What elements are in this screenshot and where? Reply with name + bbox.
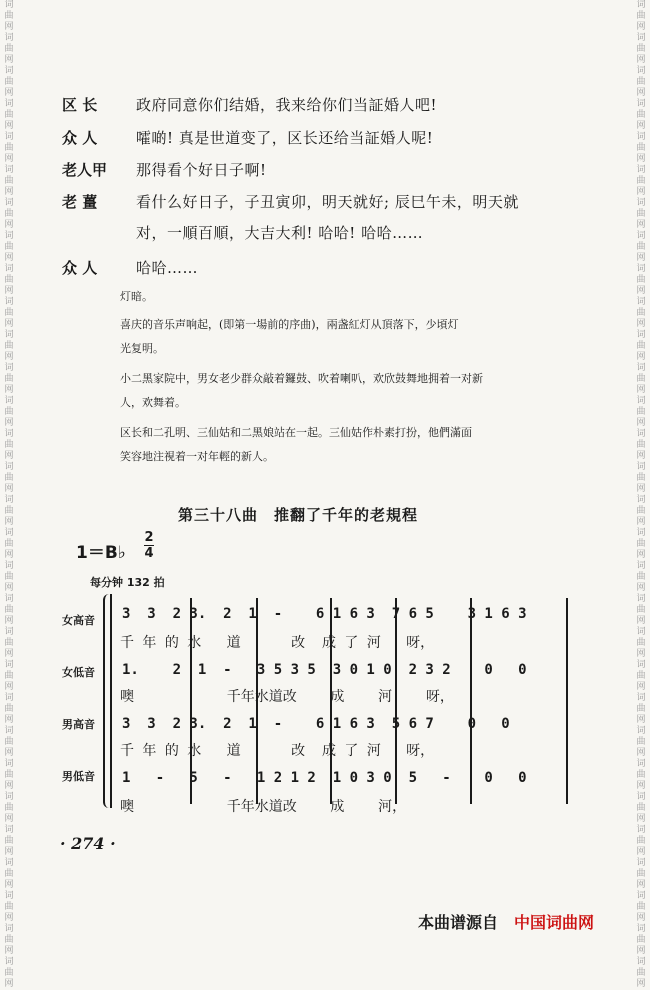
part-label: 女低音: [62, 666, 95, 679]
watermark-glyph: 曲: [4, 176, 14, 186]
watermark-glyph: 词: [636, 528, 646, 538]
time-signature-top: 2: [144, 530, 154, 545]
watermark-glyph: 曲: [636, 440, 646, 450]
watermark-glyph: 词: [4, 528, 14, 538]
watermark-glyph: 词: [4, 462, 14, 472]
watermark-glyph: 网: [636, 286, 646, 296]
watermark-glyph: 曲: [4, 836, 14, 846]
time-signature-bottom: 4: [144, 546, 154, 561]
watermark-glyph: 词: [4, 627, 14, 637]
watermark-glyph: 网: [4, 550, 14, 560]
page-number: · 274 ·: [60, 834, 116, 853]
watermark-glyph: 网: [636, 451, 646, 461]
watermark-glyph: 曲: [4, 374, 14, 384]
time-signature: [144, 531, 154, 560]
watermark-glyph: 词: [4, 132, 14, 142]
watermark-glyph: 曲: [636, 11, 646, 21]
watermark-glyph: 词: [4, 297, 14, 307]
watermark-glyph: 网: [4, 979, 14, 989]
watermark-glyph: 曲: [636, 110, 646, 120]
watermark-glyph: 网: [636, 517, 646, 527]
watermark-glyph: 词: [636, 759, 646, 769]
watermark-glyph: 曲: [4, 671, 14, 681]
watermark-glyph: 网: [4, 748, 14, 758]
watermark-glyph: 词: [4, 264, 14, 274]
watermark-glyph: 词: [4, 792, 14, 802]
source-brand-link[interactable]: 中国词曲网: [514, 913, 595, 932]
watermark-glyph: 曲: [636, 242, 646, 252]
part-label: 男低音: [62, 770, 95, 783]
watermark-glyph: 词: [636, 660, 646, 670]
watermark-glyph: 曲: [636, 209, 646, 219]
watermark-glyph: 网: [636, 583, 646, 593]
watermark-glyph: 曲: [636, 902, 646, 912]
watermark-glyph: 曲: [4, 605, 14, 615]
notation-line: 3 3 2 3. 2 1 - 6 1 6 3 7 6 5 3 1 6 3: [122, 606, 527, 622]
watermark-glyph: 网: [636, 946, 646, 956]
stage-direction-line: 区长和二孔明、三仙姑和二黑娘站在一起。三仙姑作朴素打扮，他們滿面: [120, 426, 472, 439]
watermark-glyph: 曲: [636, 539, 646, 549]
watermark-glyph: 网: [4, 187, 14, 197]
watermark-glyph: 词: [636, 396, 646, 406]
watermark-glyph: 曲: [4, 770, 14, 780]
watermark-glyph: 词: [636, 561, 646, 571]
watermark-glyph: 曲: [636, 341, 646, 351]
watermark-glyph: 词: [4, 825, 14, 835]
watermark-glyph: 曲: [636, 803, 646, 813]
watermark-glyph: 网: [4, 814, 14, 824]
lyric-line: 噢 千年水道改 成 河 呀，: [120, 689, 454, 705]
notation-line: 1 - 5 - 1 2 1 2 1 0 3 0 5 - 0 0: [122, 770, 527, 786]
watermark-glyph: 曲: [636, 605, 646, 615]
system-brace: [103, 594, 111, 808]
watermark-glyph: 词: [636, 264, 646, 274]
part-label: 男高音: [62, 718, 95, 731]
watermark-glyph: 网: [4, 55, 14, 65]
watermark-glyph: 曲: [4, 935, 14, 945]
watermark-glyph: 词: [4, 165, 14, 175]
watermark-glyph: 曲: [4, 341, 14, 351]
watermark-glyph: 曲: [4, 473, 14, 483]
watermark-glyph: 网: [636, 154, 646, 164]
watermark-glyph: 词: [636, 891, 646, 901]
watermark-glyph: 词: [4, 495, 14, 505]
watermark-glyph: 曲: [4, 44, 14, 54]
watermark-glyph: 词: [636, 495, 646, 505]
lyric-line: 噢 千年水道改 成 河，: [120, 799, 407, 815]
watermark-glyph: 网: [636, 88, 646, 98]
speaker-label: 老人甲: [62, 161, 108, 179]
watermark-glyph: 词: [4, 429, 14, 439]
watermark-glyph: 词: [636, 825, 646, 835]
watermark-glyph: 曲: [4, 11, 14, 21]
watermark-glyph: 网: [636, 352, 646, 362]
lyric-line: 千 年 的 水 道 改 成 了 河 呀，: [120, 743, 435, 759]
watermark-glyph: 词: [636, 858, 646, 868]
watermark-glyph: 词: [4, 396, 14, 406]
watermark-glyph: 词: [4, 891, 14, 901]
watermark-glyph: 网: [4, 385, 14, 395]
notation-line: 3 3 2 3. 2 1 - 6 1 6 3 5 6 7 0 0: [122, 716, 510, 732]
watermark-glyph: 曲: [4, 902, 14, 912]
watermark-glyph: 词: [4, 198, 14, 208]
watermark-glyph: 词: [636, 33, 646, 43]
watermark-glyph: 网: [636, 814, 646, 824]
watermark-glyph: 曲: [4, 110, 14, 120]
watermark-glyph: 词: [636, 0, 646, 10]
key-signature: 1＝B♭: [76, 543, 126, 563]
watermark-glyph: 词: [4, 33, 14, 43]
watermark-glyph: 曲: [636, 638, 646, 648]
left-edge-watermark: [2, 0, 16, 989]
watermark-glyph: 曲: [636, 77, 646, 87]
watermark-glyph: 曲: [636, 836, 646, 846]
watermark-glyph: 词: [636, 627, 646, 637]
watermark-glyph: 词: [4, 594, 14, 604]
watermark-glyph: 词: [636, 198, 646, 208]
watermark-glyph: 曲: [4, 407, 14, 417]
watermark-glyph: 网: [4, 451, 14, 461]
watermark-glyph: 曲: [4, 77, 14, 87]
stage-direction-line: 笑容地注視着一对年輕的新人。: [120, 450, 274, 463]
lyric-line: 千 年 的 水 道 改 成 了 河 呀，: [120, 635, 435, 651]
watermark-glyph: 词: [4, 924, 14, 934]
speaker-label: 老 薑: [62, 193, 98, 211]
dialogue-line: 那得看个好日子啊!: [136, 161, 267, 179]
watermark-glyph: 曲: [636, 176, 646, 186]
watermark-glyph: 曲: [4, 803, 14, 813]
watermark-glyph: 网: [4, 121, 14, 131]
watermark-glyph: 曲: [4, 638, 14, 648]
watermark-glyph: 词: [636, 462, 646, 472]
speaker-label: 区 长: [62, 96, 98, 114]
watermark-glyph: 网: [4, 253, 14, 263]
watermark-glyph: 曲: [636, 968, 646, 978]
watermark-glyph: 曲: [4, 308, 14, 318]
watermark-glyph: 词: [4, 330, 14, 340]
watermark-glyph: 网: [636, 748, 646, 758]
watermark-glyph: 词: [4, 0, 14, 10]
watermark-glyph: 网: [636, 418, 646, 428]
dialogue-line: 对，一順百順，大吉大利! 哈哈! 哈哈……: [136, 224, 424, 242]
watermark-glyph: 曲: [636, 275, 646, 285]
watermark-glyph: 词: [636, 66, 646, 76]
watermark-glyph: 网: [4, 319, 14, 329]
watermark-glyph: 词: [636, 594, 646, 604]
watermark-glyph: 曲: [4, 869, 14, 879]
watermark-glyph: 曲: [636, 308, 646, 318]
stage-direction-line: 灯暗。: [120, 290, 153, 303]
dialogue-line: 嚯啲! 真是世道变了，区长还给当証婚人呢!: [136, 129, 434, 147]
watermark-glyph: 词: [4, 759, 14, 769]
watermark-glyph: 网: [4, 847, 14, 857]
watermark-glyph: 词: [636, 792, 646, 802]
watermark-glyph: 曲: [636, 770, 646, 780]
watermark-glyph: 词: [636, 429, 646, 439]
watermark-glyph: 网: [636, 880, 646, 890]
watermark-glyph: 网: [636, 550, 646, 560]
watermark-glyph: 网: [636, 781, 646, 791]
watermark-glyph: 曲: [636, 506, 646, 516]
watermark-glyph: 曲: [636, 572, 646, 582]
watermark-glyph: 网: [4, 649, 14, 659]
watermark-glyph: 网: [636, 715, 646, 725]
watermark-glyph: 曲: [636, 704, 646, 714]
measure-barline: [566, 598, 568, 804]
dialogue-line: 看什么好日子，子丑寅卯，明天就好; 辰巳午未，明天就: [136, 193, 519, 211]
watermark-glyph: 网: [4, 286, 14, 296]
watermark-glyph: 网: [636, 55, 646, 65]
watermark-glyph: 词: [636, 693, 646, 703]
watermark-glyph: 词: [636, 99, 646, 109]
watermark-glyph: 词: [4, 957, 14, 967]
watermark-glyph: 词: [4, 99, 14, 109]
watermark-glyph: 词: [636, 165, 646, 175]
watermark-glyph: 曲: [636, 143, 646, 153]
watermark-glyph: 网: [636, 253, 646, 263]
watermark-glyph: 曲: [4, 143, 14, 153]
watermark-glyph: 曲: [4, 440, 14, 450]
source-prefix: 本曲谱源自: [418, 913, 499, 932]
watermark-glyph: 曲: [4, 209, 14, 219]
watermark-glyph: 网: [4, 583, 14, 593]
watermark-glyph: 曲: [4, 737, 14, 747]
dialogue-line: 哈哈……: [136, 259, 199, 277]
part-label: 女高音: [62, 614, 95, 627]
watermark-glyph: 曲: [636, 374, 646, 384]
watermark-glyph: 曲: [636, 44, 646, 54]
stage-direction-line: 喜庆的音乐声响起，(即第一場前的序曲)，兩盏紅灯从頂落下，少頃灯: [120, 318, 459, 331]
watermark-glyph: 网: [4, 22, 14, 32]
stage-direction-line: 人，欢舞着。: [120, 396, 186, 409]
watermark-glyph: 网: [636, 385, 646, 395]
speaker-label: 众 人: [62, 259, 98, 277]
dialogue-line: 政府同意你们结婚，我来给你们当証婚人吧!: [136, 96, 438, 114]
watermark-glyph: 网: [636, 484, 646, 494]
watermark-glyph: 词: [636, 726, 646, 736]
watermark-glyph: 网: [4, 484, 14, 494]
watermark-glyph: 网: [4, 715, 14, 725]
watermark-glyph: 词: [636, 132, 646, 142]
watermark-glyph: 网: [636, 682, 646, 692]
watermark-glyph: 曲: [4, 968, 14, 978]
watermark-glyph: 词: [4, 363, 14, 373]
song-title: 第三十八曲 推翻了千年的老規程: [178, 506, 419, 524]
notation-line: 1. 2 1 - 3 5 3 5 3 0 1 0 2 3 2 0 0: [122, 662, 527, 678]
stage-direction-line: 小二黑家院中，男女老少群众敲着鑼鼓、吹着喇叭，欢欣鼓舞地拥着一对新: [120, 372, 483, 385]
watermark-glyph: 曲: [4, 704, 14, 714]
watermark-glyph: 网: [4, 418, 14, 428]
watermark-glyph: 曲: [636, 869, 646, 879]
watermark-glyph: 网: [636, 616, 646, 626]
watermark-glyph: 网: [4, 517, 14, 527]
watermark-glyph: 词: [636, 924, 646, 934]
watermark-glyph: 词: [4, 231, 14, 241]
watermark-glyph: 词: [4, 693, 14, 703]
watermark-glyph: 词: [636, 330, 646, 340]
source-credit: [418, 910, 594, 933]
watermark-glyph: 网: [4, 913, 14, 923]
watermark-glyph: 词: [4, 561, 14, 571]
watermark-glyph: 网: [4, 88, 14, 98]
speaker-label: 众 人: [62, 129, 98, 147]
watermark-glyph: 网: [636, 220, 646, 230]
stage-direction-line: 光复明。: [120, 342, 164, 355]
watermark-glyph: 网: [636, 319, 646, 329]
watermark-glyph: 词: [636, 363, 646, 373]
watermark-glyph: 曲: [4, 242, 14, 252]
watermark-glyph: 曲: [636, 473, 646, 483]
watermark-glyph: 曲: [4, 506, 14, 516]
watermark-glyph: 曲: [636, 935, 646, 945]
watermark-glyph: 曲: [636, 407, 646, 417]
watermark-glyph: 曲: [4, 275, 14, 285]
watermark-glyph: 词: [4, 858, 14, 868]
watermark-glyph: 曲: [636, 671, 646, 681]
watermark-glyph: 网: [636, 847, 646, 857]
watermark-glyph: 词: [4, 726, 14, 736]
watermark-glyph: 词: [4, 66, 14, 76]
right-edge-watermark: [634, 0, 648, 989]
watermark-glyph: 网: [4, 220, 14, 230]
watermark-glyph: 曲: [636, 737, 646, 747]
watermark-glyph: 网: [636, 979, 646, 989]
tempo-marking: 每分钟 132 拍: [90, 576, 165, 589]
watermark-glyph: 词: [636, 957, 646, 967]
watermark-glyph: 词: [636, 231, 646, 241]
watermark-glyph: 网: [636, 187, 646, 197]
watermark-glyph: 网: [636, 649, 646, 659]
watermark-glyph: 网: [4, 880, 14, 890]
watermark-glyph: 网: [4, 946, 14, 956]
watermark-glyph: 曲: [4, 572, 14, 582]
watermark-glyph: 网: [636, 22, 646, 32]
watermark-glyph: 网: [636, 121, 646, 131]
watermark-glyph: 网: [636, 913, 646, 923]
watermark-glyph: 词: [636, 297, 646, 307]
watermark-glyph: 词: [4, 660, 14, 670]
watermark-glyph: 网: [4, 781, 14, 791]
watermark-glyph: 网: [4, 352, 14, 362]
watermark-glyph: 曲: [4, 539, 14, 549]
watermark-glyph: 网: [4, 616, 14, 626]
watermark-glyph: 网: [4, 154, 14, 164]
watermark-glyph: 网: [4, 682, 14, 692]
